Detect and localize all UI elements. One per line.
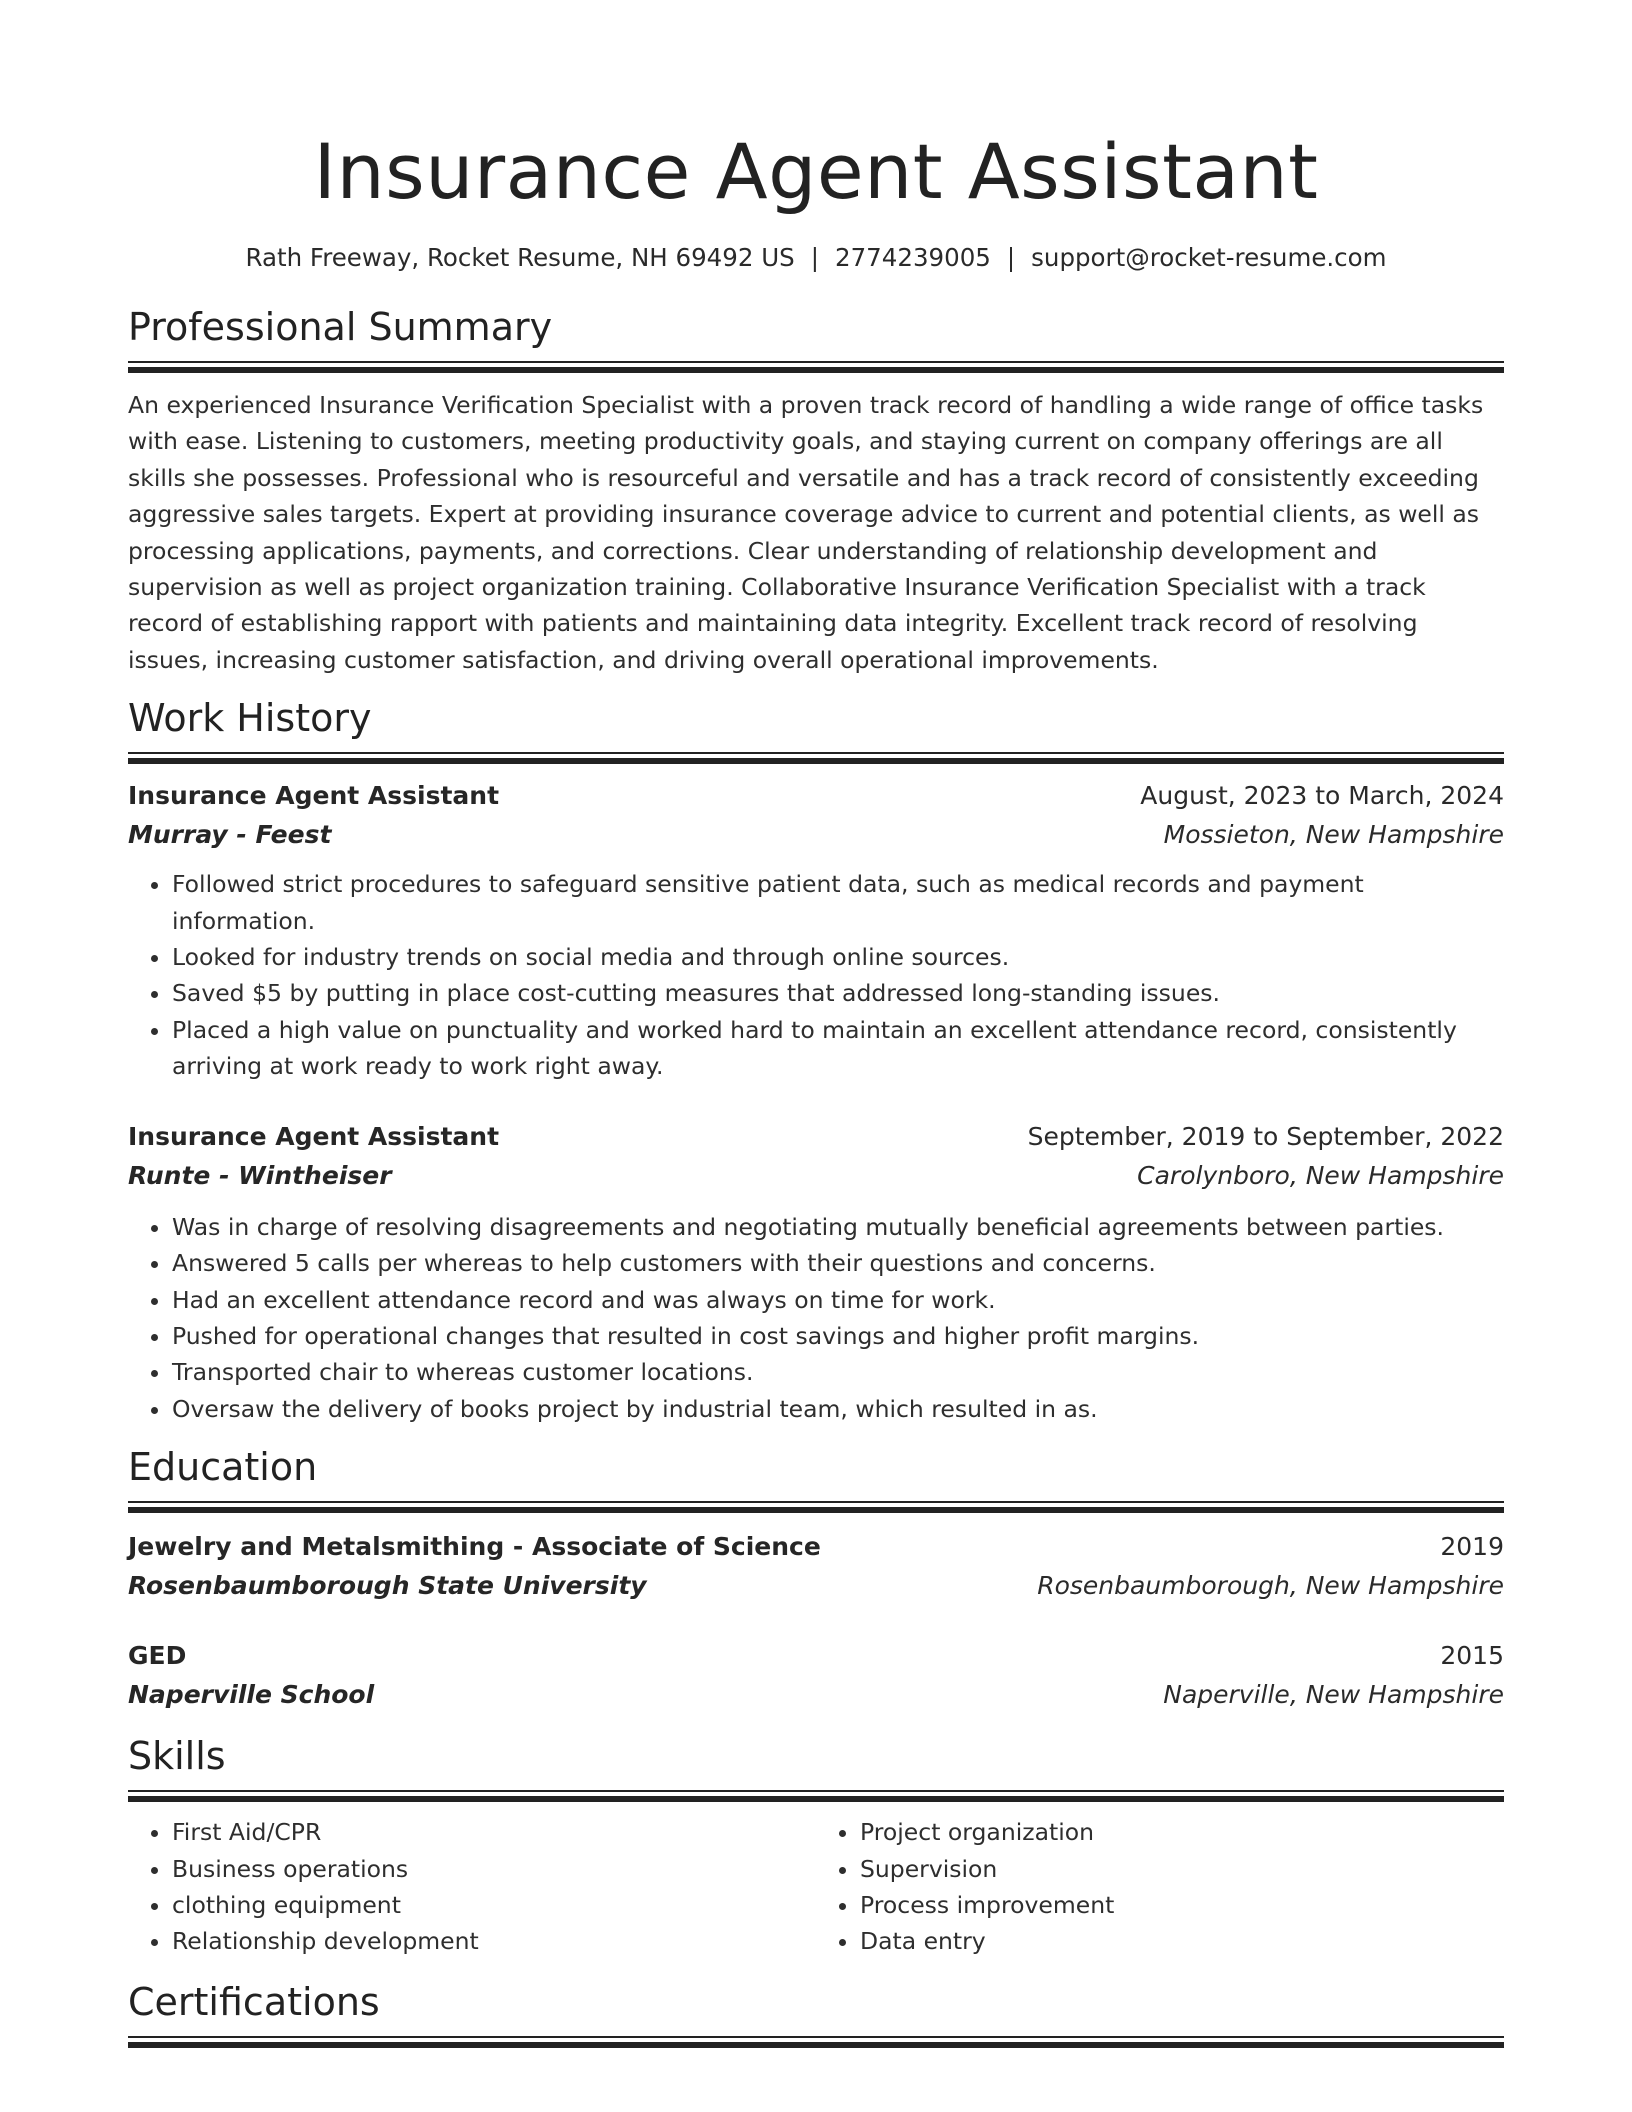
list-item: • First Aid/CPR <box>172 1814 816 1850</box>
job-entry <box>128 1117 1504 1427</box>
section-rule <box>128 1501 1504 1503</box>
section-rule <box>128 1790 1504 1792</box>
resume-page <box>128 0 1504 2048</box>
job-entry <box>128 776 1504 1084</box>
section-rule <box>128 752 1504 754</box>
section-rule <box>128 2036 1504 2038</box>
contact-line <box>128 242 1504 274</box>
work-section <box>128 694 1504 1427</box>
job-title: Insurance Agent Assistant <box>128 781 500 811</box>
list-item: • Followed strict procedures to safeguard sensitive patient data, such as medical records and payment information. <box>172 866 1504 939</box>
education-school: Naperville School <box>128 1680 375 1710</box>
job-company: Murray - Feest <box>128 820 332 850</box>
section-rule-thick <box>128 1796 1504 1802</box>
section-heading-education: Education <box>128 1445 318 1490</box>
job-location: Carolynboro, New Hampshire <box>1137 1160 1504 1190</box>
list-item: • Process improvement <box>860 1887 1504 1923</box>
education-year: 2015 <box>1440 1641 1504 1671</box>
education-school: Rosenbaumborough State University <box>128 1571 647 1601</box>
contact-separator: | <box>810 243 819 272</box>
education-location: Naperville, New Hampshire <box>1163 1680 1504 1710</box>
skills-section <box>128 1732 1504 1960</box>
section-heading-skills: Skills <box>128 1734 226 1779</box>
contact-separator: | <box>1006 243 1016 272</box>
certifications-section <box>128 1978 1504 2048</box>
education-entry <box>128 1527 1504 1605</box>
section-rule <box>128 361 1504 363</box>
education-section <box>128 1443 1504 1714</box>
education-degree: GED <box>128 1641 187 1671</box>
section-rule-thick <box>128 1507 1504 1513</box>
list-item: • Pushed for operational changes that resulted in cost savings and higher profit margins. <box>172 1318 1504 1354</box>
education-year: 2019 <box>1440 1532 1504 1562</box>
list-item: • Business operations <box>172 1851 816 1887</box>
contact-email[interactable]: support@rocket-resume.com <box>1031 243 1387 272</box>
list-item: • Project organization <box>860 1814 1504 1850</box>
job-dates: September, 2019 to September, 2022 <box>1027 1121 1504 1151</box>
job-title: Insurance Agent Assistant <box>128 1121 500 1151</box>
job-company: Runte - Wintheiser <box>128 1160 392 1190</box>
list-item: • Had an excellent attendance record and was always on time for work. <box>172 1282 1504 1318</box>
section-rule-thick <box>128 758 1504 764</box>
list-item: • Was in charge of resolving disagreements and negotiating mutually beneficial agreements between parties. <box>172 1209 1504 1245</box>
job-bullets <box>128 866 1504 1084</box>
section-heading-summary: Professional Summary <box>128 305 553 349</box>
section-rule-thick <box>128 367 1504 373</box>
education-entry <box>128 1636 1504 1714</box>
section-heading-work: Work History <box>128 696 372 741</box>
skills-list <box>128 1814 1504 1960</box>
job-bullets <box>128 1209 1504 1427</box>
list-item: • Supervision <box>860 1851 1504 1887</box>
job-location: Mossieton, New Hampshire <box>1163 820 1504 850</box>
resume-title: Insurance Agent Assistant <box>313 127 1319 216</box>
list-item: • Relationship development <box>172 1923 816 1959</box>
summary-section <box>128 303 1504 678</box>
job-dates: August, 2023 to March, 2024 <box>1140 781 1504 811</box>
contact-phone: 2774239005 <box>835 243 991 272</box>
list-item: • Answered 5 calls per whereas to help customers with their questions and concerns. <box>172 1245 1504 1281</box>
section-rule-thick <box>128 2042 1504 2048</box>
list-item: • clothing equipment <box>172 1887 816 1923</box>
list-item: • Saved $5 by putting in place cost-cutting measures that addressed long-standing issues. <box>172 975 1504 1011</box>
skills-column-left <box>128 1814 816 1960</box>
list-item: • Data entry <box>860 1923 1504 1959</box>
section-heading-certifications: Certifications <box>128 1979 380 2024</box>
education-location: Rosenbaumborough, New Hampshire <box>1037 1571 1504 1601</box>
list-item: • Oversaw the delivery of books project by industrial team, which resulted in as. <box>172 1391 1504 1427</box>
list-item: • Transported chair to whereas customer locations. <box>172 1354 1504 1390</box>
contact-address: Rath Freeway, Rocket Resume, NH 69492 US <box>245 243 795 272</box>
list-item: • Placed a high value on punctuality and worked hard to maintain an excellent attendance record, consistently arriving at work ready to work right away. <box>172 1012 1504 1085</box>
education-degree: Jewelry and Metalsmithing - Associate of Science <box>128 1532 821 1562</box>
skills-column-right <box>816 1814 1504 1960</box>
list-item: • Looked for industry trends on social media and through online sources. <box>172 939 1504 975</box>
summary-text: An experienced Insurance Verification Specialist with a proven track record of handling a wide range of office tasks with ease. Listening to customers, meeting productivity goals, and staying current on company offerings are all skills she possesses. Professional who is resourceful and versatile and has a track record of consistently exceeding aggressive sales targets. Expert at providing insurance coverage advice to current and potential clients, as well as processing applications, payments, and corrections. Clear understanding of relationship development and supervision as well as project organization training. Collaborative Insurance Verification Specialist with a track record of establishing rapport with patients and maintaining data integrity. Excellent track record of resolving issues, increasing customer satisfaction, and driving overall operational improvements. <box>128 391 1484 674</box>
